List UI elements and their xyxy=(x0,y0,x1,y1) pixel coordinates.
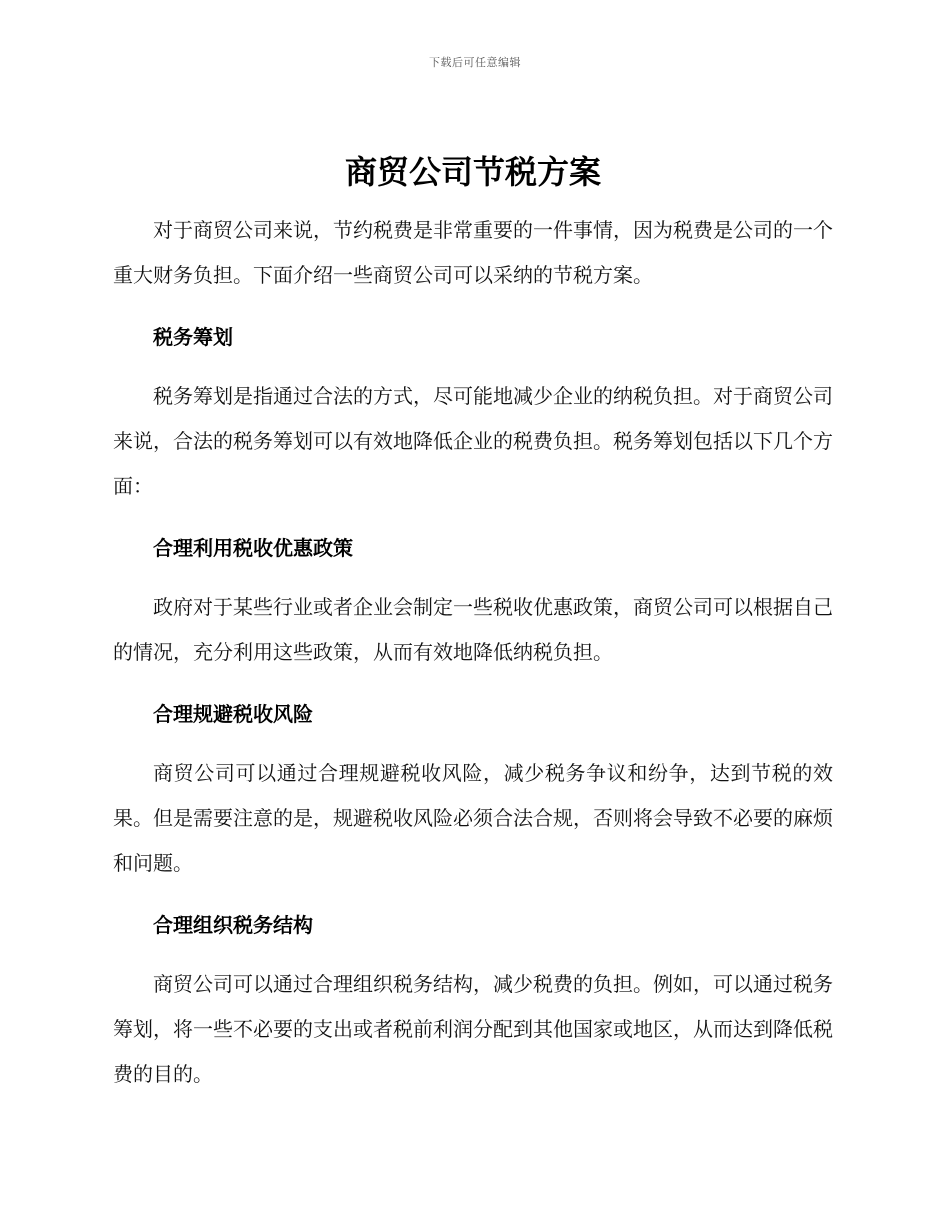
section-body-tax-incentives: 政府对于某些行业或者企业会制定一些税收优惠政策，商贸公司可以根据自己的情况，充分利用这些政策，从而有效地降低纳税负担。 xyxy=(113,595,833,664)
document-content xyxy=(113,150,833,1097)
intro-paragraph: 对于商贸公司来说，节约税费是非常重要的一件事情，因为税费是公司的一个重大财务负担。下面介绍一些商贸公司可以采纳的节税方案。 xyxy=(113,218,833,287)
section-heading-tax-planning: 税务筹划 xyxy=(153,325,233,349)
section-heading-tax-structure: 合理组织税务结构 xyxy=(153,913,313,937)
document-title: 商贸公司节税方案 xyxy=(344,153,601,191)
section-body-tax-planning: 税务筹划是指通过合法的方式，尽可能地减少企业的纳税负担。对于商贸公司来说，合法的税务筹划可以有效地降低企业的税费负担。税务筹划包括以下几个方面： xyxy=(113,384,833,498)
section-heading-tax-risk: 合理规避税收风险 xyxy=(153,702,313,726)
section-heading-tax-incentives: 合理利用税收优惠政策 xyxy=(153,536,353,560)
section-body-tax-risk: 商贸公司可以通过合理规避税收风险，减少税务争议和纷争，达到节税的效果。但是需要注意的是，规避税收风险必须合法合规，否则将会导致不必要的麻烦和问题。 xyxy=(113,761,833,875)
section-body-tax-structure: 商贸公司可以通过合理组织税务结构，减少税费的负担。例如，可以通过税务筹划，将一些不必要的支出或者税前利润分配到其他国家或地区，从而达到降低税费的目的。 xyxy=(113,972,833,1086)
header-note: 下载后可任意编辑 xyxy=(429,56,521,69)
